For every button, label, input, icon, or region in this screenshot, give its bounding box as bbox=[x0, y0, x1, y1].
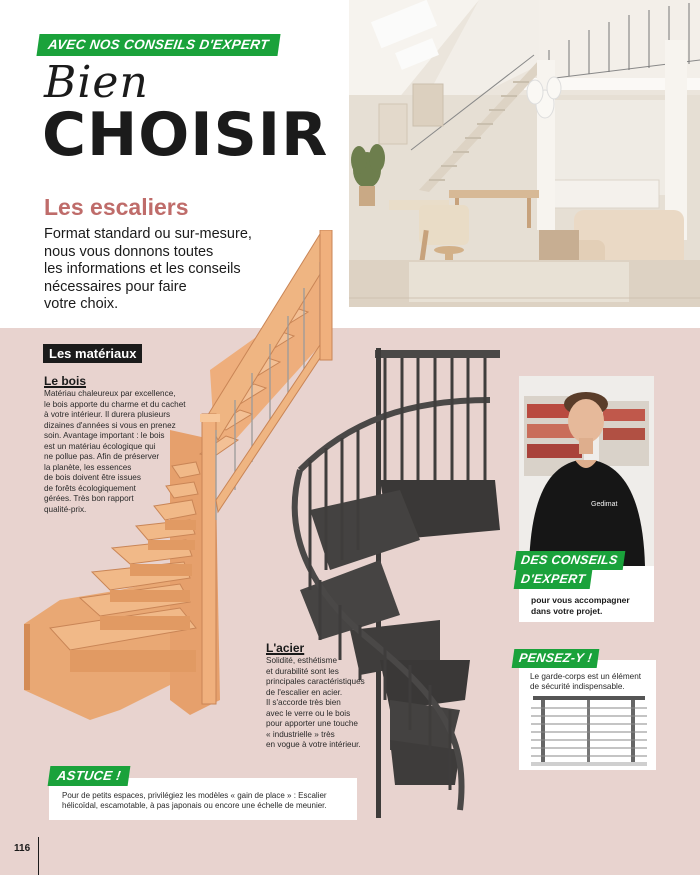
steel-heading: L'acier bbox=[266, 641, 305, 655]
expert-photo bbox=[519, 376, 654, 566]
materials-tag: Les matériaux bbox=[43, 344, 142, 363]
steel-line: et durabilité sont les bbox=[266, 666, 339, 676]
intro-line: Format standard ou sur-mesure, bbox=[44, 226, 252, 242]
page-number-divider bbox=[38, 837, 39, 875]
expert-text: pour vous accompagner dans votre projet. bbox=[531, 595, 630, 616]
steel-line: Il s'accorde très bien bbox=[266, 698, 341, 707]
wood-line: le bois apporte du charme et du cachet bbox=[44, 399, 186, 409]
pensez-y-tag: PENSEZ-Y ! bbox=[512, 649, 600, 668]
wood-heading: Le bois bbox=[44, 374, 87, 388]
page-number: 116 bbox=[14, 843, 31, 854]
intro-line: nous vous donnons toutes bbox=[44, 243, 214, 260]
wood-line: gérées. Très bon rapport bbox=[44, 494, 134, 503]
tip-text: Pour de petits espaces, privilégiez les modèles « gain de place » : Escalier hélicoïdal, escamotable, à pas japonais ou encore une échelle de meunier. bbox=[62, 791, 327, 810]
intro-line: les informations et les conseils bbox=[44, 261, 241, 277]
wood-line: la planète, les essences bbox=[44, 462, 132, 472]
steel-description bbox=[266, 656, 371, 751]
wood-line: ne pollue pas. Afin de préserver bbox=[44, 452, 160, 461]
steel-line: de l'escalier en acier. bbox=[266, 687, 343, 697]
wood-line: qualité-prix. bbox=[44, 504, 87, 514]
wood-line: à votre intérieur. Il durera plusieurs bbox=[44, 410, 171, 419]
shirt-logo: Gedimat bbox=[591, 501, 618, 508]
section-subtitle: Les escaliers bbox=[44, 194, 189, 220]
steel-line: avec le verre ou le bois bbox=[266, 708, 351, 718]
expert-tag-line2: D'EXPERT bbox=[514, 570, 593, 589]
railing-image bbox=[531, 696, 647, 766]
steel-line: Solidité, esthétisme bbox=[266, 656, 337, 665]
wood-line: Matériau chaleureux par excellence, bbox=[44, 389, 176, 398]
wood-line: de bois doivent être issues bbox=[44, 473, 141, 482]
wood-line: de forêts écologiquement bbox=[44, 483, 136, 493]
intro-line: votre choix. bbox=[44, 296, 119, 312]
wood-line: est un matériau écologique qui bbox=[44, 441, 156, 451]
expert-portrait bbox=[519, 376, 654, 566]
wood-line: dizaines d'années si vous en prenez bbox=[44, 420, 176, 430]
tip-tag: ASTUCE ! bbox=[48, 766, 131, 786]
pensez-y-text: Le garde-corps est un élément de sécurité indispensable. bbox=[530, 672, 642, 691]
expert-tag-line1: DES CONSEILS bbox=[514, 551, 625, 570]
main-title: CHOISIR bbox=[42, 100, 329, 170]
living-room-illustration bbox=[349, 0, 700, 307]
steel-line: principales caractéristiques bbox=[266, 677, 365, 686]
steel-line: en vogue à votre intérieur. bbox=[266, 740, 361, 749]
intro-line: nécessaires pour faire bbox=[44, 278, 187, 295]
living-room-photo bbox=[349, 0, 700, 307]
steel-line: « industrielle » très bbox=[266, 729, 335, 739]
steel-line: pour apporter une touche bbox=[266, 719, 358, 728]
script-title: Bien bbox=[44, 57, 149, 108]
expert-advice-tag: AVEC NOS CONSEILS D'EXPERT bbox=[36, 34, 280, 56]
wood-line: soin. Avantage important : le bois bbox=[44, 431, 165, 440]
